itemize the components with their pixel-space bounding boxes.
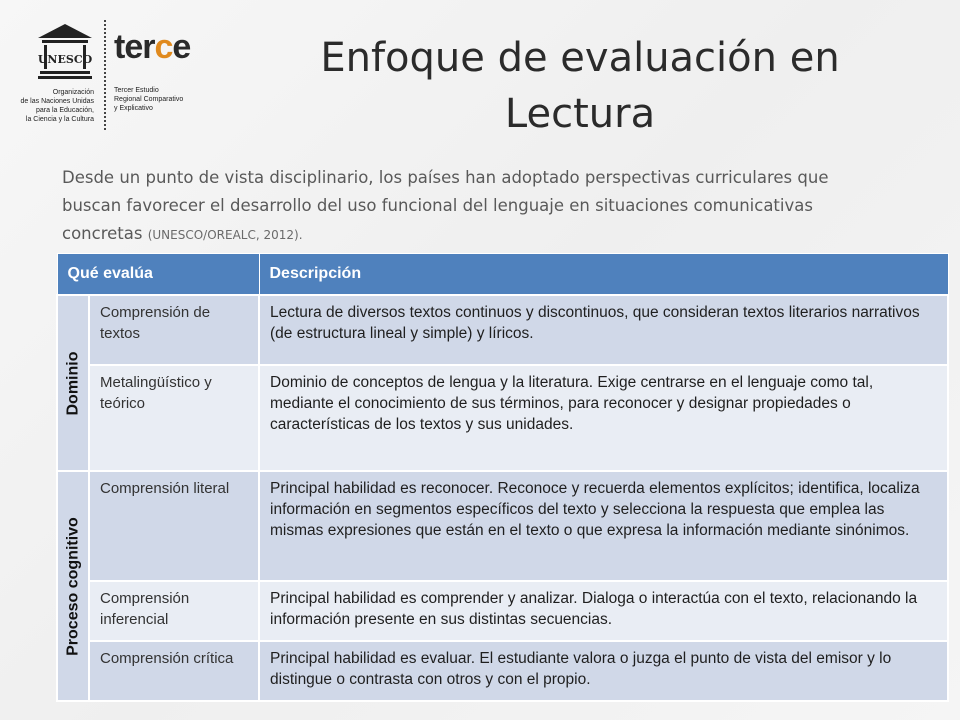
unesco-org-line: la Ciencia y la Cultura (25, 116, 94, 123)
row-item: Comprensión de textos (89, 295, 259, 365)
terce-logo-post: e (172, 28, 191, 66)
row-description: Principal habilidad es comprender y analizar. Dialoga o interactúa con el texto, relacionando la información presente en sus distintas secuencias. (259, 581, 948, 641)
table-row (57, 365, 948, 471)
terce-desc-line: Tercer Estudio (114, 87, 159, 94)
row-item: Metalingüístico y teórico (89, 365, 259, 471)
row-description: Principal habilidad es evaluar. El estudiante valora o juzga el punto de vista del emisor y lo distingue o contrasta con otros y con el propio. (259, 641, 948, 701)
row-item: Comprensión inferencial (89, 581, 259, 641)
terce-desc-line: Regional Comparativo (114, 96, 184, 103)
row-description: Dominio de conceptos de lengua y la literatura. Exige centrarse en el lenguaje como tal, mediante el conocimiento de sus términos, para reconocer y designar propiedades o características de los textos y sus unidades. (259, 365, 948, 471)
category-dominio (57, 295, 89, 471)
row-description: Lectura de diversos textos continuos y discontinuos, que consideran textos literarios narrativos (de estructura lineal y simple) y líricos. (259, 295, 948, 365)
category-label: Proceso cognitivo (64, 517, 82, 656)
intro-paragraph (62, 164, 862, 249)
table-row (57, 581, 948, 641)
logo-area (0, 0, 230, 140)
table-row (57, 471, 948, 581)
header-que-evalua: Qué evalúa (57, 254, 259, 296)
row-item: Comprensión literal (89, 471, 259, 581)
header-descripcion: Descripción (259, 254, 948, 296)
category-label: Dominio (64, 351, 82, 416)
table-header-row (57, 254, 948, 296)
category-proceso-cognitivo (57, 471, 89, 701)
unesco-word: UNESCO (37, 53, 93, 66)
title-line-1: Enfoque de evaluación en (320, 35, 840, 81)
terce-logo-pre: ter (114, 28, 155, 66)
intro-text: Desde un punto de vista disciplinario, los países han adoptado perspectivas curriculares que buscan favorecer el desarrollo del uso funcional del lenguaje en situaciones comunicativas concretas (62, 168, 829, 243)
logo-divider (104, 20, 106, 130)
unesco-org-line: para la Educación, (36, 107, 94, 114)
row-description: Principal habilidad es reconocer. Reconoce y recuerda elementos explícitos; identifica, localiza información en segmentos específicos del texto y selecciona la respuesta que emplea las mismas expresiones que están en el texto o que expresa la información mediante sinónimos. (259, 471, 948, 581)
unesco-org-line: Organización (52, 89, 94, 96)
evaluation-table (56, 253, 949, 702)
row-item: Comprensión crítica (89, 641, 259, 701)
unesco-org-line: de las Naciones Unidas (20, 98, 94, 105)
terce-desc-line: y Explicativo (114, 105, 153, 112)
unesco-org-text (6, 88, 94, 124)
terce-logo (114, 28, 190, 67)
terce-desc-text (114, 86, 183, 113)
title-line-2: Lectura (504, 91, 656, 137)
table-row (57, 295, 948, 365)
intro-citation: (UNESCO/OREALC, 2012). (147, 228, 303, 242)
unesco-temple-icon (36, 22, 94, 82)
table-row (57, 641, 948, 701)
page-title (250, 30, 910, 142)
terce-logo-c: c (154, 28, 173, 66)
